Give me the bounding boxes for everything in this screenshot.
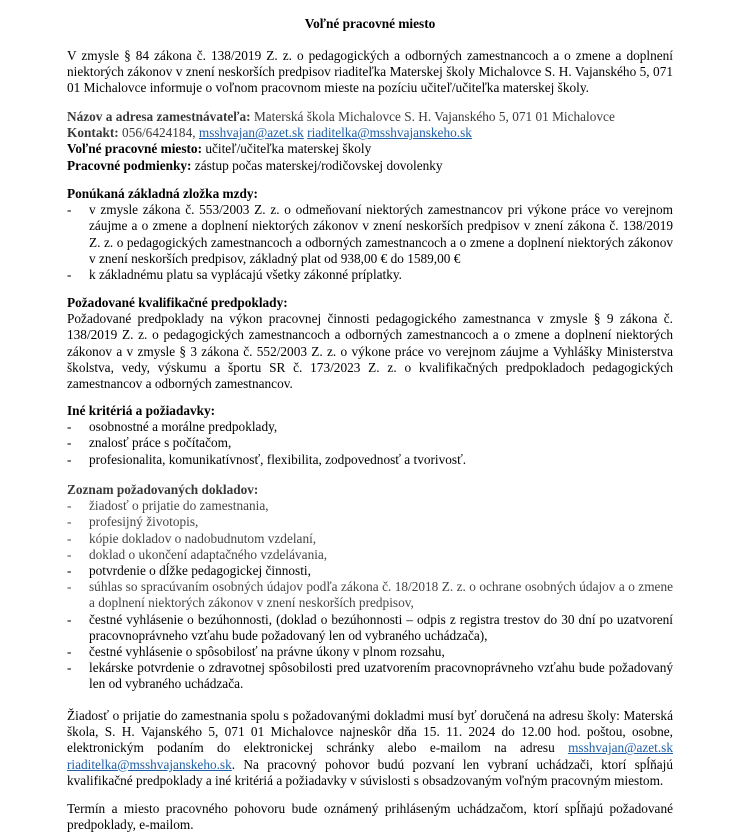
page-title: Voľné pracovné miesto (304, 16, 436, 31)
qualifications-text: Požadované predpoklady na výkon pracovnej činnosti pedagogického zamestnanca v zmysle § 9 zákona č. 138/2019 Z. z. o pedagogických zamestnancoch a odborných zamestnancoch a o zmene a doplnení niektorých zákonov a v zmysle § 3 zákona č. 552/2003 Z. z. o výkone práce vo verejnom záujme a Vyhlášky Ministerstva školstva, vedy, výskumu a športu SR č. 173/2023 Z. z. o kvalifikačných predpokladoch pedagogických zamestnancov a odborných zamestnancov. (67, 311, 673, 392)
list-item: - profesionalita, komunikatívnosť, flexibilita, zodpovednosť a tvorivosť. (67, 451, 467, 467)
conditions-value: zástup počas materskej/rodičovskej dovolenky (191, 157, 443, 173)
dash-bullet: - (67, 644, 72, 660)
documents-section (67, 482, 673, 693)
dash-bullet: - (67, 419, 72, 435)
list-item: - v zmysle zákona č. 553/2003 Z. z. o odmeňovaní niektorých zamestnancov pri výkone práce vo verejnom záujme a o zmene a doplnení niektorých zákonov v znení neskorších predpisov v znení zákona č. 138/2019 Z. z. o pedagogických zamestnancoch a odborných zamestnancoch a o zmene a doplnení niektorých zákonov v znení neskorších predpisov, základný plat od 938,00 € do 1589,00 € (67, 202, 673, 266)
dash-bullet: - (67, 202, 72, 218)
salary-heading: Ponúkaná základná zložka mzdy: (67, 186, 258, 201)
dash-bullet: - (67, 611, 72, 627)
application-email-link-2[interactable]: riaditelka@msshvajanskeho.sk (67, 756, 232, 772)
dash-bullet: - (67, 579, 72, 595)
contact-label: Kontakt: (67, 125, 119, 141)
dash-bullet: - (67, 498, 72, 514)
employer-name-label: Názov a adresa zamestnávateľa: (67, 109, 251, 124)
list-item: - súhlas so spracúvaním osobných údajov podľa zákona č. 18/2018 Z. z. o ochrane osobných údajov a o zmene a doplnení niektorých zákonov v znení neskorších predpisov, (67, 579, 673, 611)
contact-email-link-2[interactable]: riaditelka@msshvajanskeho.sk (307, 125, 472, 141)
salary-section (67, 186, 673, 283)
dash-bullet: - (67, 451, 72, 467)
documents-list (67, 498, 673, 692)
qualifications-section (67, 295, 673, 392)
list-item: - znalosť práce s počítačom, (67, 435, 232, 451)
closing-paragraph: Termín a miesto pracovného pohovoru bude oznámený prihláseným uchádzačom, ktorí spĺňajú požadované predpoklady, e-mailom. (67, 801, 673, 833)
list-item: - čestné vyhlásenie o bezúhonnosti, (doklad o bezúhonnosti – odpis z registra trestov do 30 dní po uzatvorení pracovnoprávneho vzťahu bude požadovaný len od vybraného uchádzača), (67, 611, 673, 643)
employer-name-row (67, 109, 673, 125)
conditions-label: Pracovné podmienky: (67, 157, 192, 173)
list-item: - k základnému platu sa vyplácajú všetky zákonné príplatky. (67, 267, 402, 283)
employer-info (67, 109, 673, 174)
conditions-row (67, 158, 673, 174)
list-item: - čestné vyhlásenie o spôsobilosť na právne úkony v plnom rozsahu, (67, 644, 445, 660)
other-criteria-heading: Iné kritériá a požiadavky: (67, 403, 216, 418)
dash-bullet: - (67, 435, 72, 451)
list-item: - osobnostné a morálne predpoklady, (67, 419, 278, 435)
qualifications-heading: Požadované kvalifikačné predpoklady: (67, 295, 288, 310)
contact-phone: 056/6424184, (118, 125, 199, 141)
dash-bullet: - (67, 530, 72, 546)
list-item: - profesijný životopis, (67, 514, 199, 530)
list-item: - žiadosť o prijatie do zamestnania, (67, 498, 269, 514)
position-row (67, 141, 673, 157)
dash-bullet: - (67, 514, 72, 530)
position-value: učiteľ/učiteľka materskej školy (202, 141, 372, 157)
salary-list (67, 202, 673, 283)
dash-bullet: - (67, 563, 72, 579)
list-item: - potvrdenie o dĺžke pedagogickej činnosti, (67, 563, 311, 579)
dash-bullet: - (67, 660, 72, 676)
intro-paragraph: V zmysle § 84 zákona č. 138/2019 Z. z. o pedagogických a odborných zamestnancoch a o zmene a doplnení niektorých zákonov v znení neskorších predpisov riaditeľka Materskej školy Michalovce S. H. Vajanského 5, 071 01 Michalovce informuje o voľnom pracovnom mieste na pozíciu učiteľ/učiteľka materskej školy. (67, 48, 673, 96)
contact-row (67, 125, 673, 141)
list-item: - doklad o ukončení adaptačného vzdelávania, (67, 546, 328, 562)
employer-name-value: Materská škola Michalovce S. H. Vajanského 5, 071 01 Michalovce (250, 109, 615, 124)
application-paragraph: Žiadosť o prijatie do zamestnania spolu s požadovanými dokladmi musí byť doručená na adresu školy: Materská škola, S. H. Vajanského 5, 071 01 Michalovce najneskôr dňa 15. 11. 2024 do 12.00 hod. poštou, osobne, elektronickým podaním do elektronickej schránky alebo e-mailom na adresu msshvajan@azet.sk riaditelka@msshvajanskeho.sk. Na pracovný pohovor budú pozvaní len vybraní uchádzači, ktorí spĺňajú kvalifikačné predpoklady a iné kritériá a požiadavky v súvislosti s obsadzovaným voľným pracovným miestom. (67, 708, 673, 788)
dash-bullet: - (67, 267, 72, 283)
list-item: - kópie dokladov o nadobudnutom vzdelaní, (67, 530, 317, 546)
other-criteria-list (67, 419, 673, 468)
application-email-link-1[interactable]: msshvajan@azet.sk (568, 740, 673, 756)
contact-email-link-1[interactable]: msshvajan@azet.sk (198, 125, 304, 141)
documents-heading: Zoznam požadovaných dokladov: (67, 482, 259, 497)
position-label: Voľné pracovné miesto: (67, 141, 203, 157)
other-criteria-section (67, 403, 673, 468)
list-item: - lekárske potvrdenie o zdravotnej spôsobilosti pred uzatvorením pracovnoprávneho vzťahu bude požadovaný len od vybraného uchádzača. (67, 660, 673, 692)
dash-bullet: - (67, 546, 72, 562)
